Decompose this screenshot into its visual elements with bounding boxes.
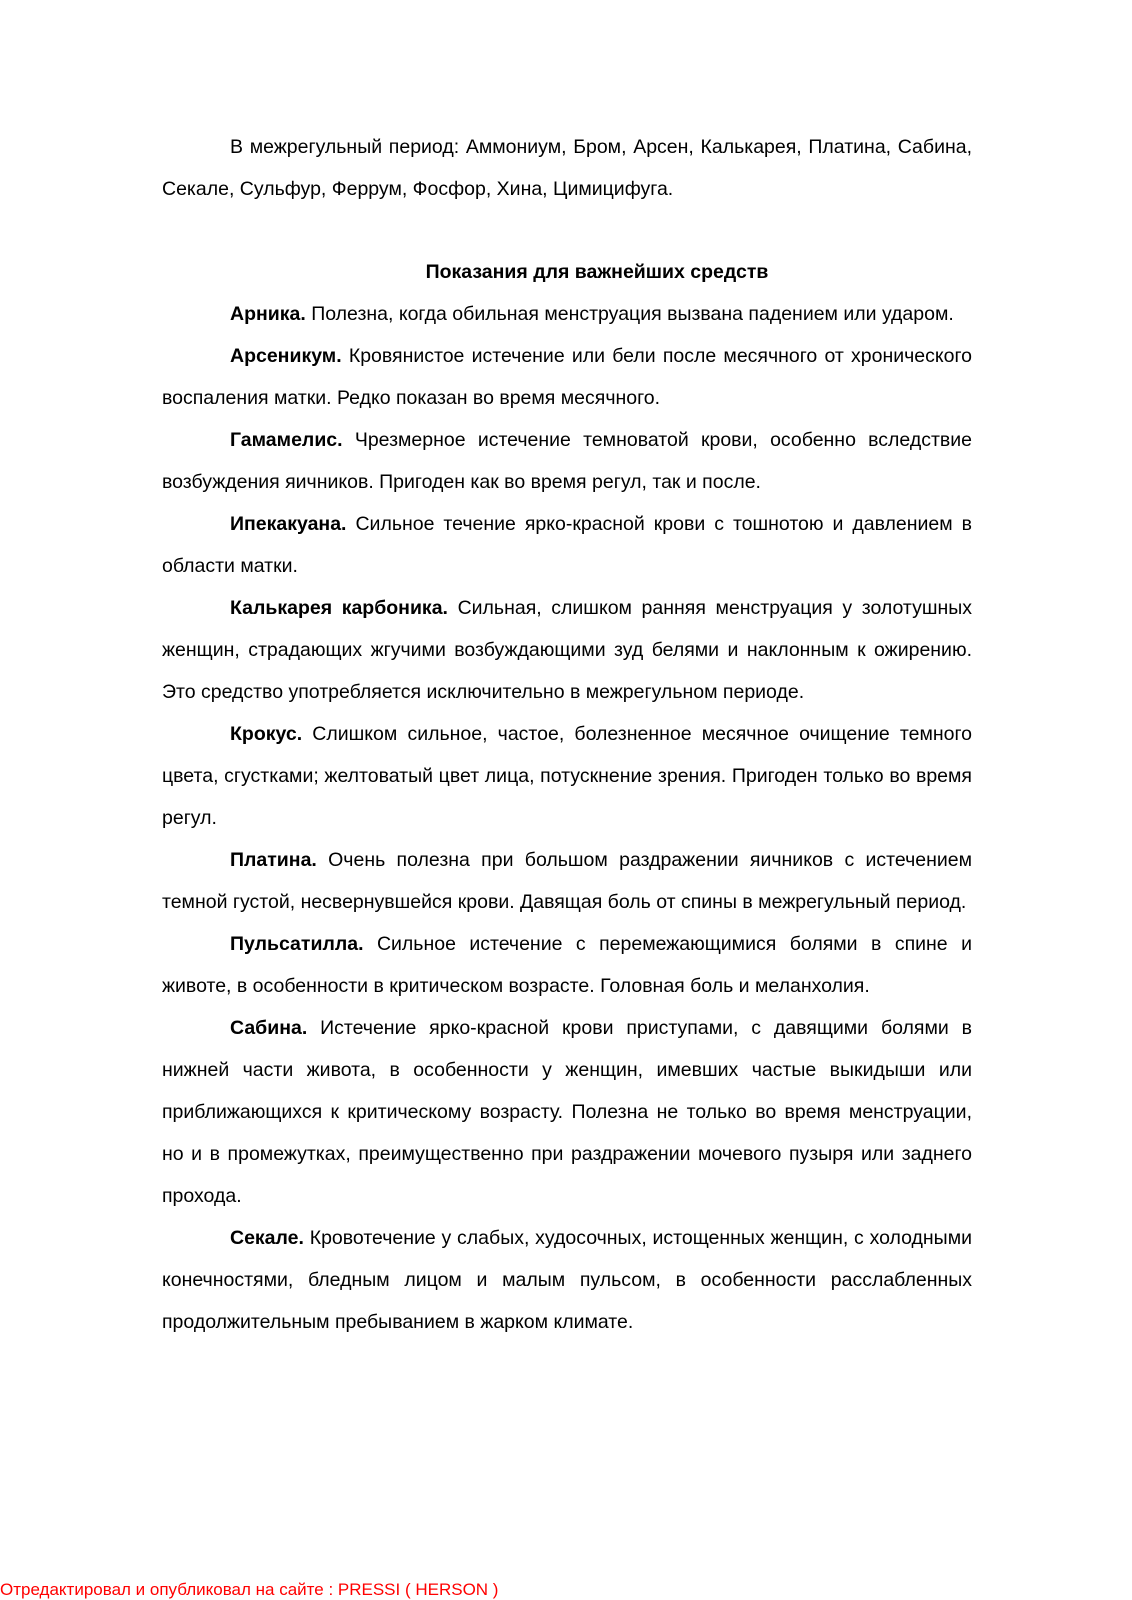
remedy-term: Ипекакуана. — [230, 513, 347, 535]
remedy-term: Гамамелис. — [230, 429, 343, 451]
remedy-text: Сильное течение ярко-красной крови с тошнотою и давлением в области матки. — [162, 513, 972, 577]
remedy-entry-arsenicum — [162, 335, 972, 419]
remedy-term: Калькарея карбоника. — [230, 597, 448, 619]
remedy-text: Сильное истечение с перемежающимися болями в спине и животе, в особенности в критическом возрасте. Головная боль и меланхолия. — [162, 933, 972, 997]
remedy-text: Кровотечение у слабых, худосочных, истощенных женщин, с холодными конечностями, бледным лицом и малым пульсом, в особенности расслабленных продолжительным пребыванием в жарком климате. — [162, 1227, 972, 1333]
remedy-entry-pulsatilla — [162, 923, 972, 1007]
remedy-text: Очень полезна при большом раздражении яичников с истечением темной густой, несвернувшейся крови. Давящая боль от спины в межрегульный период. — [162, 849, 972, 913]
remedy-entry-secale — [162, 1217, 972, 1343]
remedy-term: Арника. — [230, 303, 306, 325]
remedy-entry-crocus — [162, 713, 972, 839]
remedy-term: Платина. — [230, 849, 317, 871]
remedy-text: Кровянистое истечение или бели после месячного от хронического воспаления матки. Редко показан во время месячного. — [162, 345, 972, 409]
remedy-entry-platina — [162, 839, 972, 923]
remedy-term: Крокус. — [230, 723, 303, 745]
remedy-text: Истечение ярко-красной крови приступами, с давящими болями в нижней части живота, в особенности у женщин, имевших частые выкидыши или приближающихся к критическому возрасту. Полезна не только во время менструации, но и в промежутках, преимущественно при раздражении мочевого пузыря или заднего прохода. — [162, 1017, 972, 1207]
intro-paragraph: В межрегульный период: Аммониум, Бром, Арсен, Калькарея, Платина, Сабина, Секале, Сульфур, Феррум, Фосфор, Хина, Цимицифуга. — [162, 136, 972, 200]
remedy-entry-calcarea — [162, 587, 972, 713]
remedy-text: Полезна, когда обильная менструация вызвана падением или ударом. — [311, 303, 954, 325]
remedy-text: Чрезмерное истечение темноватой крови, особенно вследствие возбуждения яичников. Пригоден как во время регул, так и после. — [162, 429, 973, 493]
remedy-entry-arnica — [162, 293, 972, 335]
remedy-term: Арсеникум. — [230, 345, 342, 367]
remedy-entry-ipecacuanha — [162, 503, 972, 587]
publisher-footer: Отредактировал и опубликовал на сайте : PRESSI ( HERSON ) — [0, 1580, 499, 1599]
remedy-text: Слишком сильное, частое, болезненное месячное очищение темного цвета, сгустками; желтоватый цвет лица, потускнение зрения. Пригоден только во время регул. — [162, 723, 972, 829]
remedy-text: Сильная, слишком ранняя менструация у золотушных женщин, страдающих жгучими возбуждающими зуд белями и наклонным к ожирению. Это средство употребляется исключительно в межрегульном периоде. — [162, 597, 973, 703]
remedy-entry-hamamelis — [162, 419, 972, 503]
section-heading: Показания для важнейших средств — [425, 261, 769, 283]
remedy-entry-sabina — [162, 1007, 972, 1217]
remedy-term: Секале. — [230, 1227, 304, 1249]
remedy-term: Пульсатилла. — [230, 933, 364, 955]
document-page — [162, 126, 972, 1343]
remedy-term: Сабина. — [230, 1017, 308, 1039]
